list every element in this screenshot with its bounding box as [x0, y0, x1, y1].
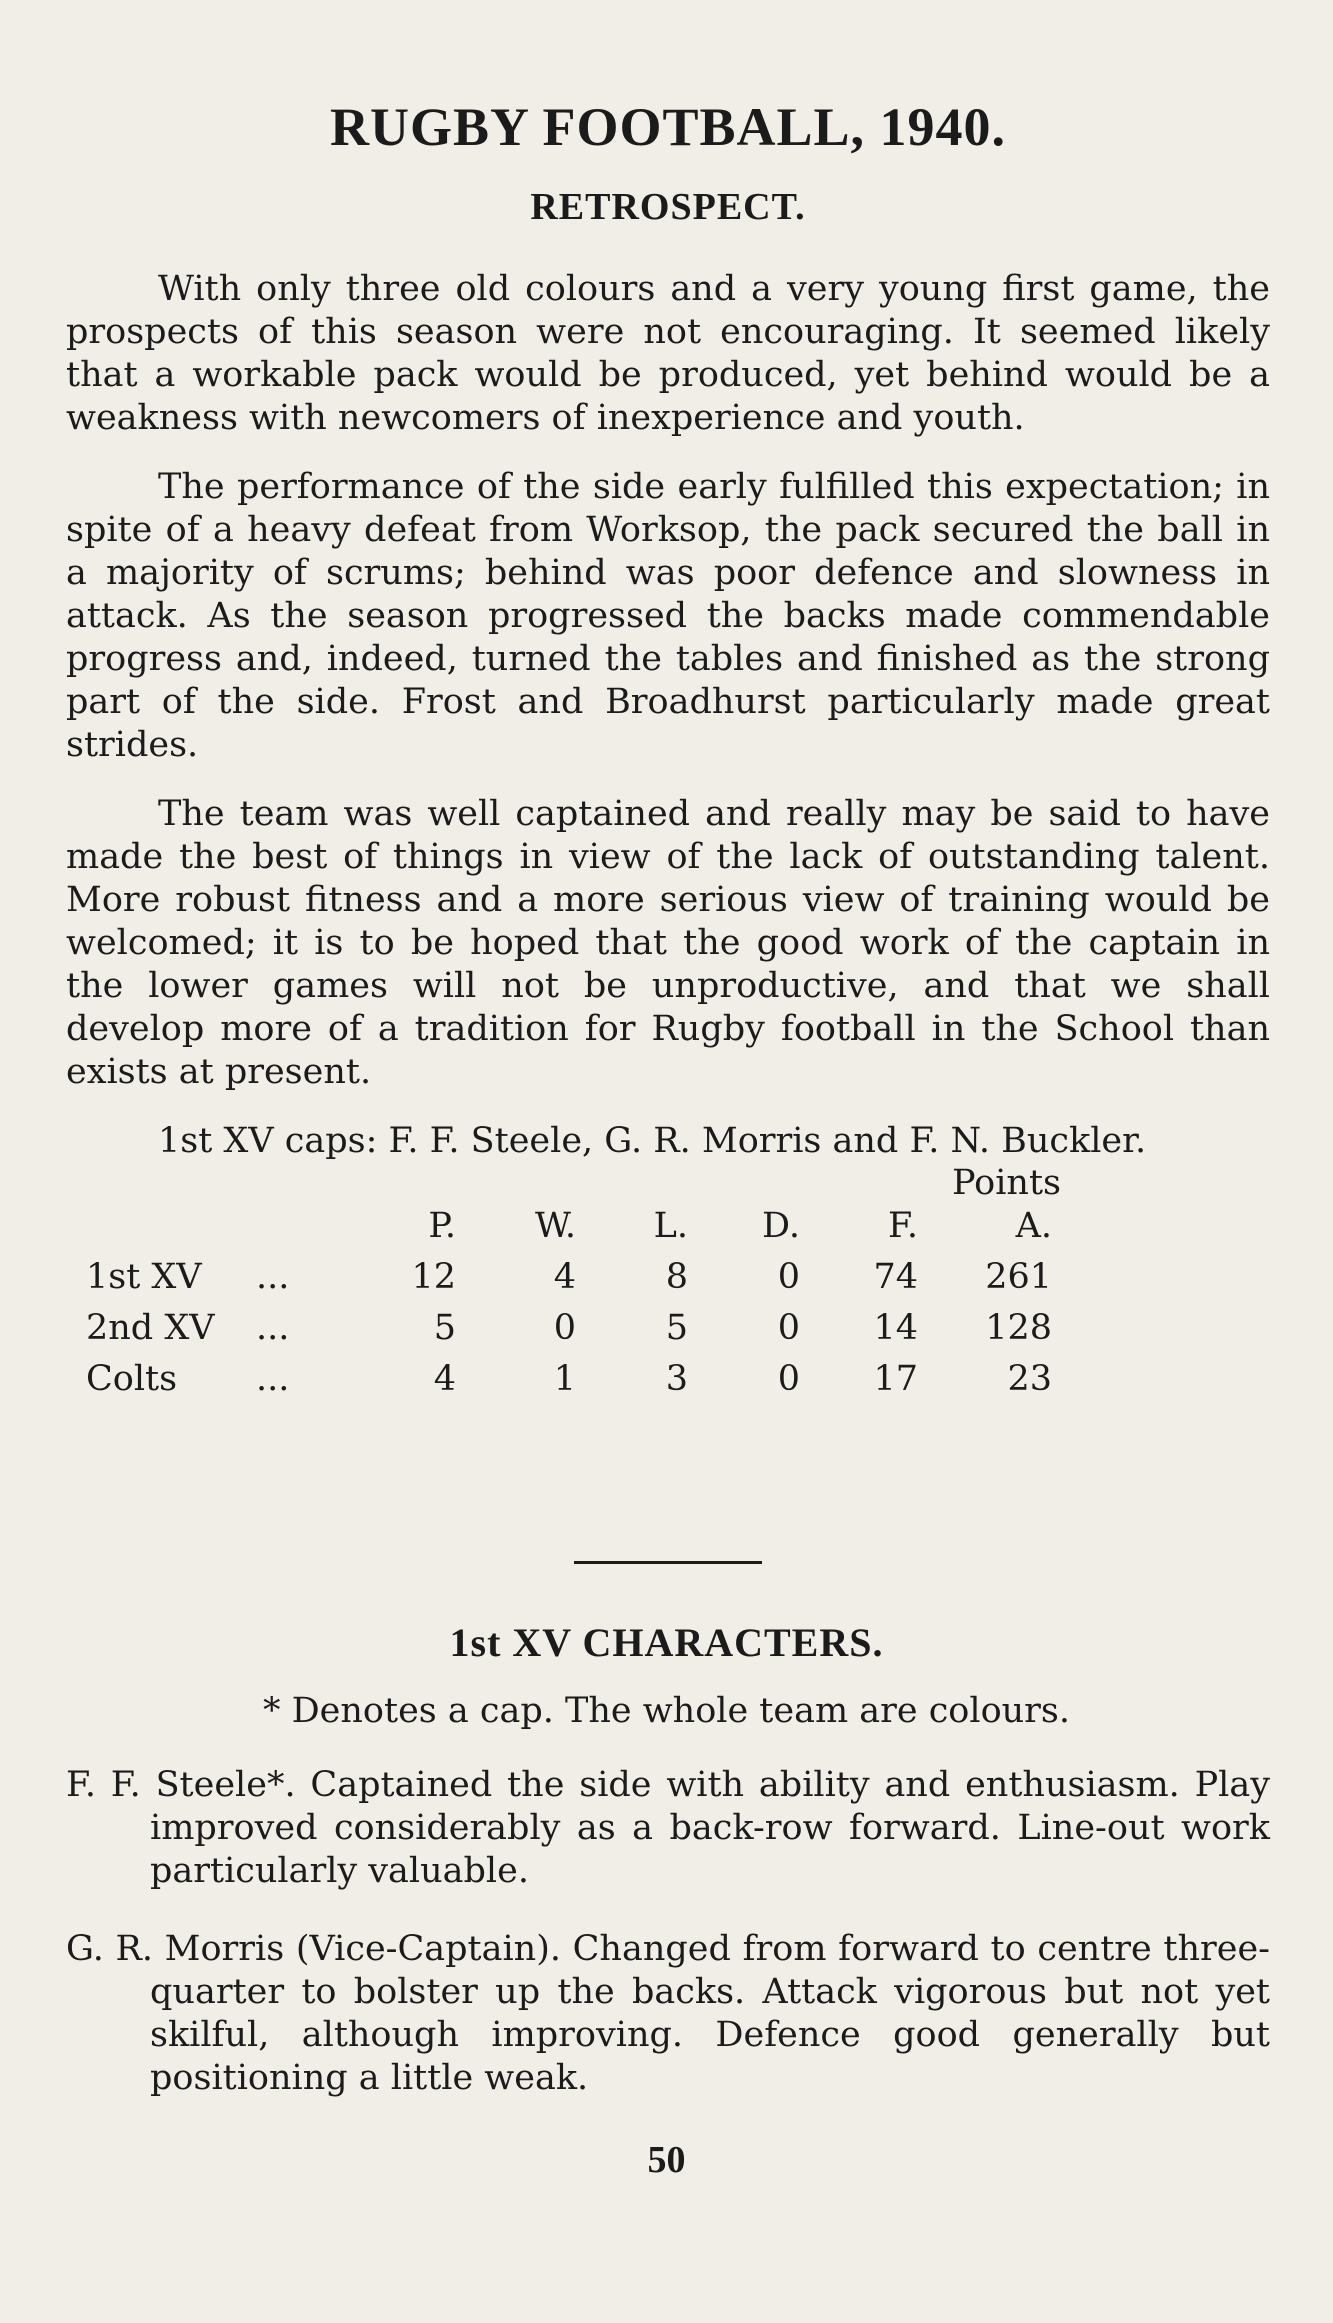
table-row [86, 1308, 1052, 1359]
results-table [86, 1206, 1052, 1410]
characters-title-prefix: 1st XV [449, 1620, 572, 1665]
played-cell: 5 [433, 1308, 456, 1348]
points-against-cell: 128 [985, 1308, 1052, 1348]
header-drawn: D. [762, 1206, 800, 1246]
header-played: P. [428, 1206, 456, 1246]
character-name: F. F. Steele*. [66, 1765, 296, 1805]
caps-paragraph: 1st XV caps: F. F. Steele, G. R. Morris and F. N. Buckler. [158, 1121, 1147, 1161]
page-content [66, 90, 1270, 1163]
played-cell: 4 [433, 1359, 456, 1399]
points-against-cell: 261 [985, 1257, 1052, 1297]
lost-cell: 8 [665, 1257, 688, 1297]
header-points-against: A. [1015, 1206, 1052, 1246]
header-lost: L. [653, 1206, 688, 1246]
paragraph: The team was well captained and really may be said to have made the best of things in view of the lack of outstanding talent. More robust fitness and a more serious view of training would be welcomed; it is to be hoped that the good work of the captain in the lower games will not be unproductive, and that we shall develop more of a tradition for Rugby football in the School than exists at present. [66, 794, 1270, 1092]
characters-title-main: CHARACTERS. [582, 1620, 884, 1665]
character-name: G. R. Morris (Vice-Captain). [66, 1929, 561, 1969]
paragraph: With only three old colours and a very young first game, the prospects of this season were not encouraging. It seemed likely that a workable pack would be produced, yet behind would be a weakness with newcomers of inexperience and youth. [66, 269, 1270, 438]
points-for-cell: 17 [873, 1359, 918, 1399]
section-subtitle: RETROSPECT. [530, 186, 806, 228]
won-cell: 1 [553, 1359, 576, 1399]
team-name: Colts [86, 1359, 178, 1399]
section-divider [574, 1561, 762, 1564]
table-row [86, 1257, 1052, 1308]
team-name: 2nd XV [86, 1308, 215, 1348]
header-spacer [256, 1206, 356, 1257]
lost-cell: 3 [665, 1359, 688, 1399]
header-points-for: F. [888, 1206, 918, 1246]
character-entry [66, 1764, 1270, 1893]
header-team [86, 1206, 256, 1257]
drawn-cell: 0 [777, 1359, 800, 1399]
cap-note: * Denotes a cap. The whole team are colours. [262, 1691, 1071, 1731]
leader-dots: ... [256, 1257, 290, 1297]
character-description: Changed from forward to centre three-quarter to bolster up the backs. Attack vigorous but not yet skilful, although improving. Defence good generally but positioning a little weak. [150, 1929, 1270, 2098]
points-against-cell: 23 [1007, 1359, 1052, 1399]
character-description: Captained the side with ability and enthusiasm. Play improved considerably as a back-row forward. Line-out work particularly valuable. [150, 1765, 1270, 1891]
played-cell: 12 [411, 1257, 456, 1297]
points-group-header: Points [952, 1163, 1061, 1203]
table-header-row [86, 1206, 1052, 1257]
lost-cell: 5 [665, 1308, 688, 1348]
table-row [86, 1359, 1052, 1410]
leader-dots: ... [256, 1359, 290, 1399]
page-title: RUGBY FOOTBALL, 1940. [329, 97, 1007, 157]
paragraph: The performance of the side early fulfilled this expectation; in spite of a heavy defeat from Worksop, the pack secured the ball in a majority of scrums; behind was poor defence and slowness in attack. As the season progressed the backs made commendable progress and, indeed, turned the tables and finished as the strong part of the side. Frost and Broadhurst particularly made great strides. [66, 467, 1270, 765]
character-entry [66, 1928, 1270, 2100]
points-for-cell: 14 [873, 1308, 918, 1348]
page-number: 50 [647, 2139, 686, 2181]
drawn-cell: 0 [777, 1257, 800, 1297]
won-cell: 4 [553, 1257, 576, 1297]
points-for-cell: 74 [873, 1257, 918, 1297]
drawn-cell: 0 [777, 1308, 800, 1348]
team-name: 1st XV [86, 1257, 202, 1297]
characters-title [0, 1618, 1333, 1668]
won-cell: 0 [553, 1308, 576, 1348]
header-won: W. [535, 1206, 576, 1246]
leader-dots: ... [256, 1308, 290, 1348]
